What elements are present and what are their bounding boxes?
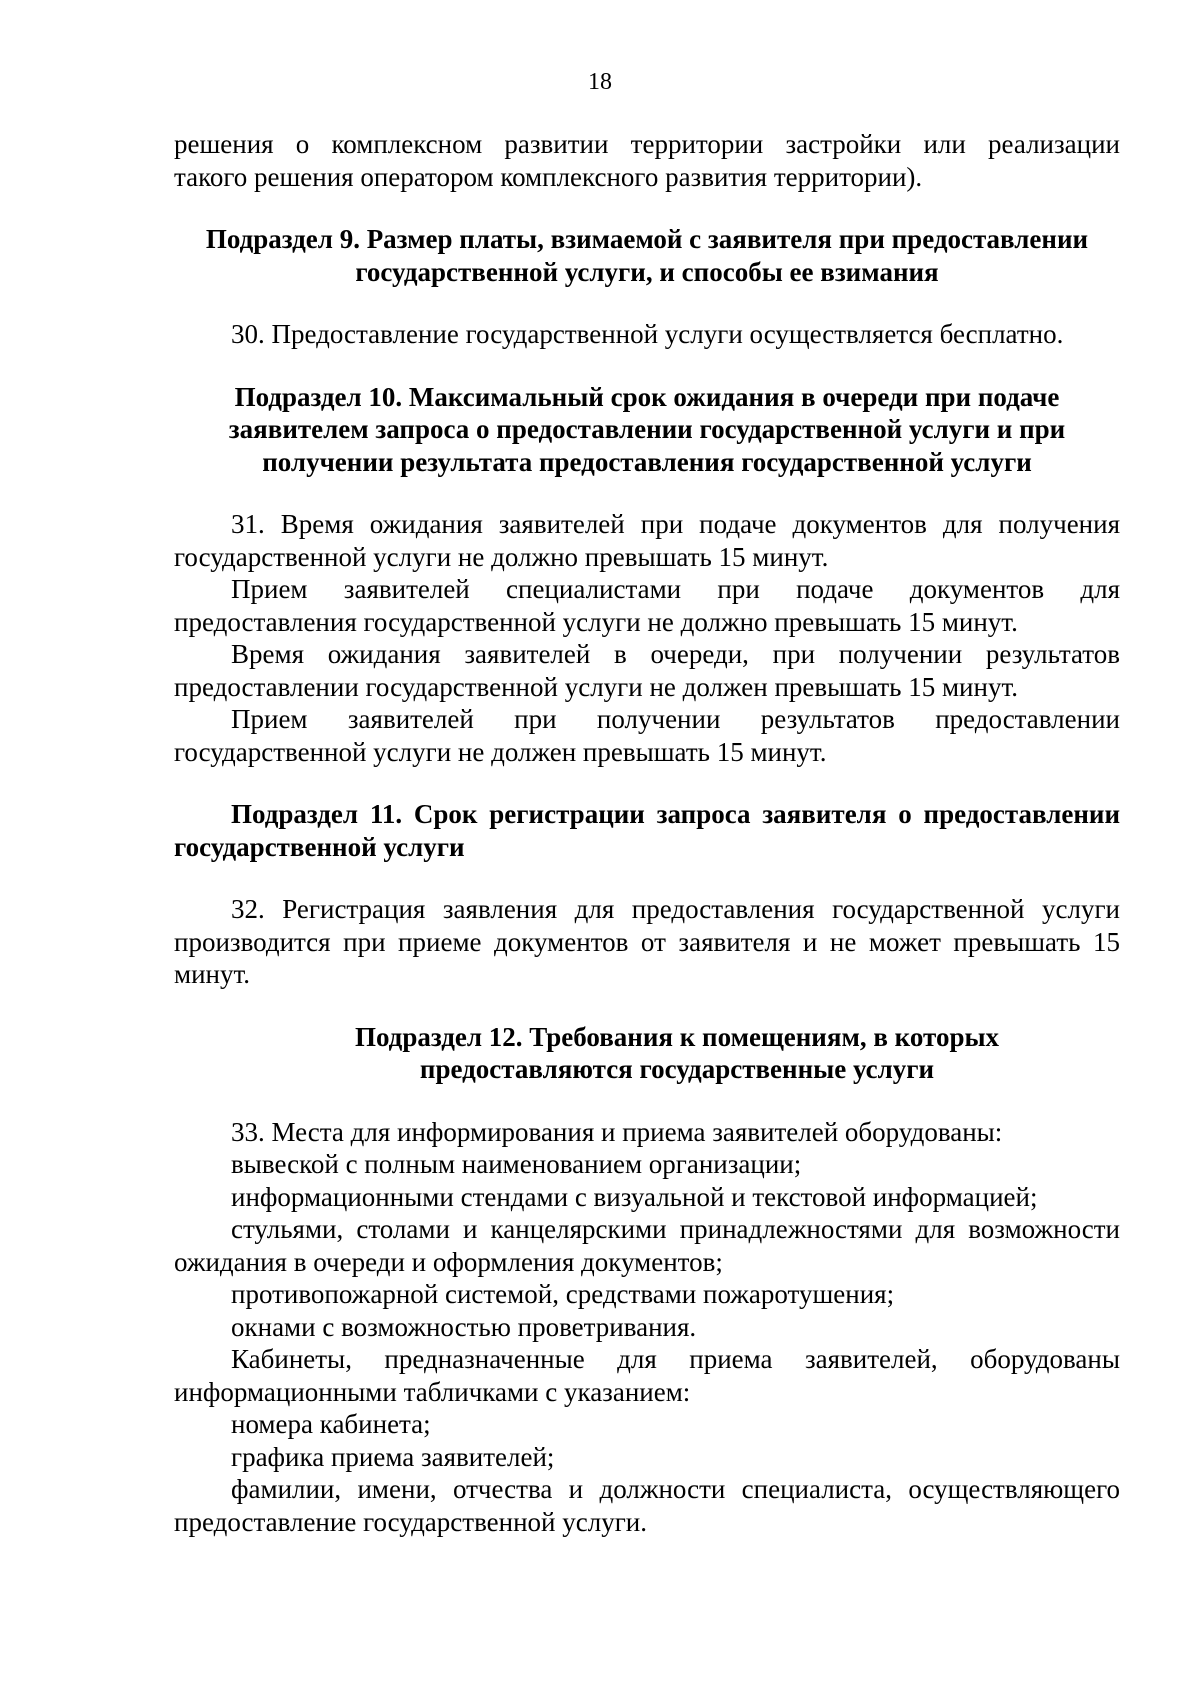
paragraph-33-cabinet-item-1: номера кабинета; [231, 1409, 431, 1439]
section-12-heading-line-2: предоставляются государственные услуги [419, 1054, 935, 1084]
paragraph-33-intro: 33. Места для информирования и приема заявителей оборудованы: [231, 1116, 1003, 1147]
section-10-heading-line-1: Подраздел 10. Максимальный срок ожидания в очереди при подаче [234, 381, 1060, 412]
continuation-line-2: такого решения оператором комплексного развития территории). [174, 161, 923, 192]
section-10-heading-line-2: заявителем запроса о предоставлении государственной услуги и при [228, 414, 1066, 444]
paragraph-33-item-1: вывеской с полным наименованием организации; [231, 1149, 802, 1179]
paragraph-33-cabinet-item-3: фамилии, имени, отчества и должности специалиста, осуществляющего предоставление государственной услуги. [174, 1474, 1120, 1537]
section-9-heading-line-1: Подраздел 9. Размер платы, взимаемой с заявителя при предоставлении [205, 224, 1089, 254]
page-number: 18 [588, 69, 612, 95]
paragraph-31-1: 31. Время ожидания заявителей при подаче документов для получения государственной услуги не должно превышать 15 минут. [174, 509, 1120, 572]
section-10-heading-line-3: получении результата предоставления государственной услуги [262, 446, 1032, 477]
section-9-heading-line-2: государственной услуги, и способы ее взимания [355, 256, 939, 287]
section-11-heading: Подраздел 11. Срок регистрации запроса заявителя о предоставлении государственной услуги [174, 799, 1120, 862]
paragraph-31-3: Время ожидания заявителей в очереди, при получении результатов предоставлении государственной услуги не должен превышать 15 минут. [174, 639, 1120, 702]
paragraph-33-item-3: стульями, столами и канцелярскими принадлежностями для возможности ожидания в очереди и оформления документов; [174, 1214, 1120, 1277]
document-body [174, 128, 1120, 1538]
paragraph-33-cabinet-item-2: графика приема заявителей; [231, 1441, 555, 1472]
paragraph-33-item-2: информационными стендами с визуальной и текстовой информацией; [231, 1181, 1038, 1212]
section-12-heading-line-1: Подраздел 12. Требования к помещениям, в которых [354, 1021, 1000, 1052]
paragraph-31-4: Прием заявителей при получении результатов предоставлении государственной услуги не должен превышать 15 минут. [174, 704, 1120, 767]
paragraph-30: 30. Предоставление государственной услуги осуществляется бесплатно. [231, 319, 1064, 349]
continuation-line-1: решения о комплексном развитии территории застройки или реализации [174, 129, 1120, 159]
paragraph-31-2: Прием заявителей специалистами при подаче документов для предоставления государственной услуги не должно превышать 15 минут. [174, 574, 1120, 637]
paragraph-33-item-4: противопожарной системой, средствами пожаротушения; [231, 1279, 895, 1309]
paragraph-33-item-5: окнами с возможностью проветривания. [231, 1311, 697, 1342]
paragraph-32: 32. Регистрация заявления для предоставления государственной услуги производится при приеме документов от заявителя и не может превышать 15 минут. [174, 894, 1120, 989]
paragraph-33-cabinets: Кабинеты, предназначенные для приема заявителей, оборудованы информационными табличками с указанием: [174, 1344, 1120, 1407]
